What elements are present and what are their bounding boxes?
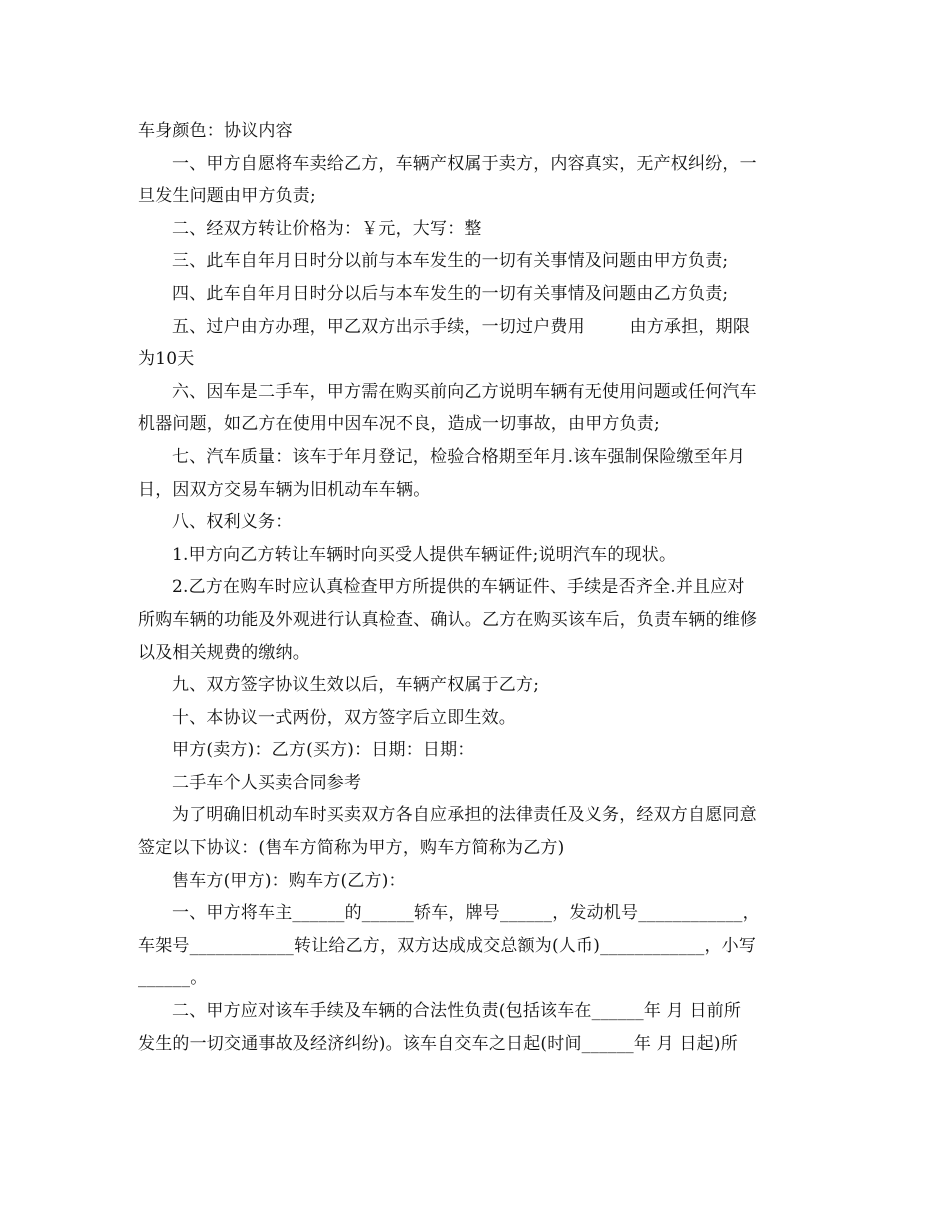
text-line: 发生的一切交通事故及经济纠纷)。该车自交车之日起(时间______年 月 日起)所 <box>138 1033 738 1054</box>
text-line: 车身颜色：协议内容 <box>138 121 293 141</box>
text-line: 为10天 <box>138 349 195 370</box>
text-line: 售车方(甲方)：购车方(乙方)： <box>172 870 406 891</box>
text-line: 六、因车是二手车，甲方需在购买前向乙方说明车辆有无使用问题或任何汽车 <box>172 381 757 402</box>
document-page <box>138 115 813 1060</box>
text-line: ______。 <box>138 968 208 989</box>
text-line: 十、本协议一式两份，双方签字后立即生效。 <box>172 707 516 728</box>
text-line: 九、双方签字协议生效以后，车辆产权属于乙方; <box>172 675 540 696</box>
text-line: 二、甲方应对该车手续及车辆的合法性负责(包括该车在______年 月 日前所 <box>172 1001 742 1022</box>
text-line: 旦发生问题由甲方负责; <box>138 186 316 207</box>
text-line: 以及相关规费的缴纳。 <box>138 642 310 663</box>
text-line: 为了明确旧机动车时买卖双方各自应承担的法律责任及义务，经双方自愿同意 <box>172 805 757 826</box>
text-line: 七、汽车质量：该车于年月登记，检验合格期至年月.该车强制保险缴至年月 <box>172 446 746 467</box>
text-line: 一、甲方将车主______的______轿车，牌号______，发动机号____________， <box>172 903 760 924</box>
text-line: 签定以下协议：(售车方简称为甲方，购车方简称为乙方) <box>138 838 565 859</box>
text-line: 甲方(卖方)：乙方(买方)：日期：日期： <box>172 740 475 761</box>
text-line: 三、此车自年月日时分以前与本车发生的一切有关事情及问题由甲方负责; <box>172 251 729 272</box>
text-line: 四、此车自年月日时分以后与本车发生的一切有关事情及问题由乙方负责; <box>172 283 729 304</box>
text-line: 1.甲方向乙方转让车辆时向买受人提供车辆证件;说明汽车的现状。 <box>172 544 677 565</box>
text-line: 一、甲方自愿将车卖给乙方，车辆产权属于卖方，内容真实，无产权纠纷，一 <box>172 153 757 174</box>
text-line: 2.乙方在购车时应认真检查甲方所提供的车辆证件、手续是否齐全.并且应对 <box>172 577 745 598</box>
text-line: 五、过户由方办理，甲乙双方出示手续，一切过户费用 由方承担，期限 <box>172 316 751 337</box>
text-line: 日，因双方交易车辆为旧机动车车辆。 <box>138 479 431 500</box>
text-line: 车架号____________转让给乙方，双方达成成交总额为(人币)____________，小写 <box>138 935 757 956</box>
text-line: 所购车辆的功能及外观进行认真检查、确认。乙方在购买该车后，负责车辆的维修 <box>138 609 758 630</box>
text-line: 八、权利义务： <box>172 512 293 533</box>
text-line: 二、经双方转让价格为：￥元，大写：整 <box>172 218 482 239</box>
text-line: 机器问题，如乙方在使用中因车况不良，造成一切事故，由甲方负责; <box>138 414 660 435</box>
text-line: 二手车个人买卖合同参考 <box>172 772 362 793</box>
